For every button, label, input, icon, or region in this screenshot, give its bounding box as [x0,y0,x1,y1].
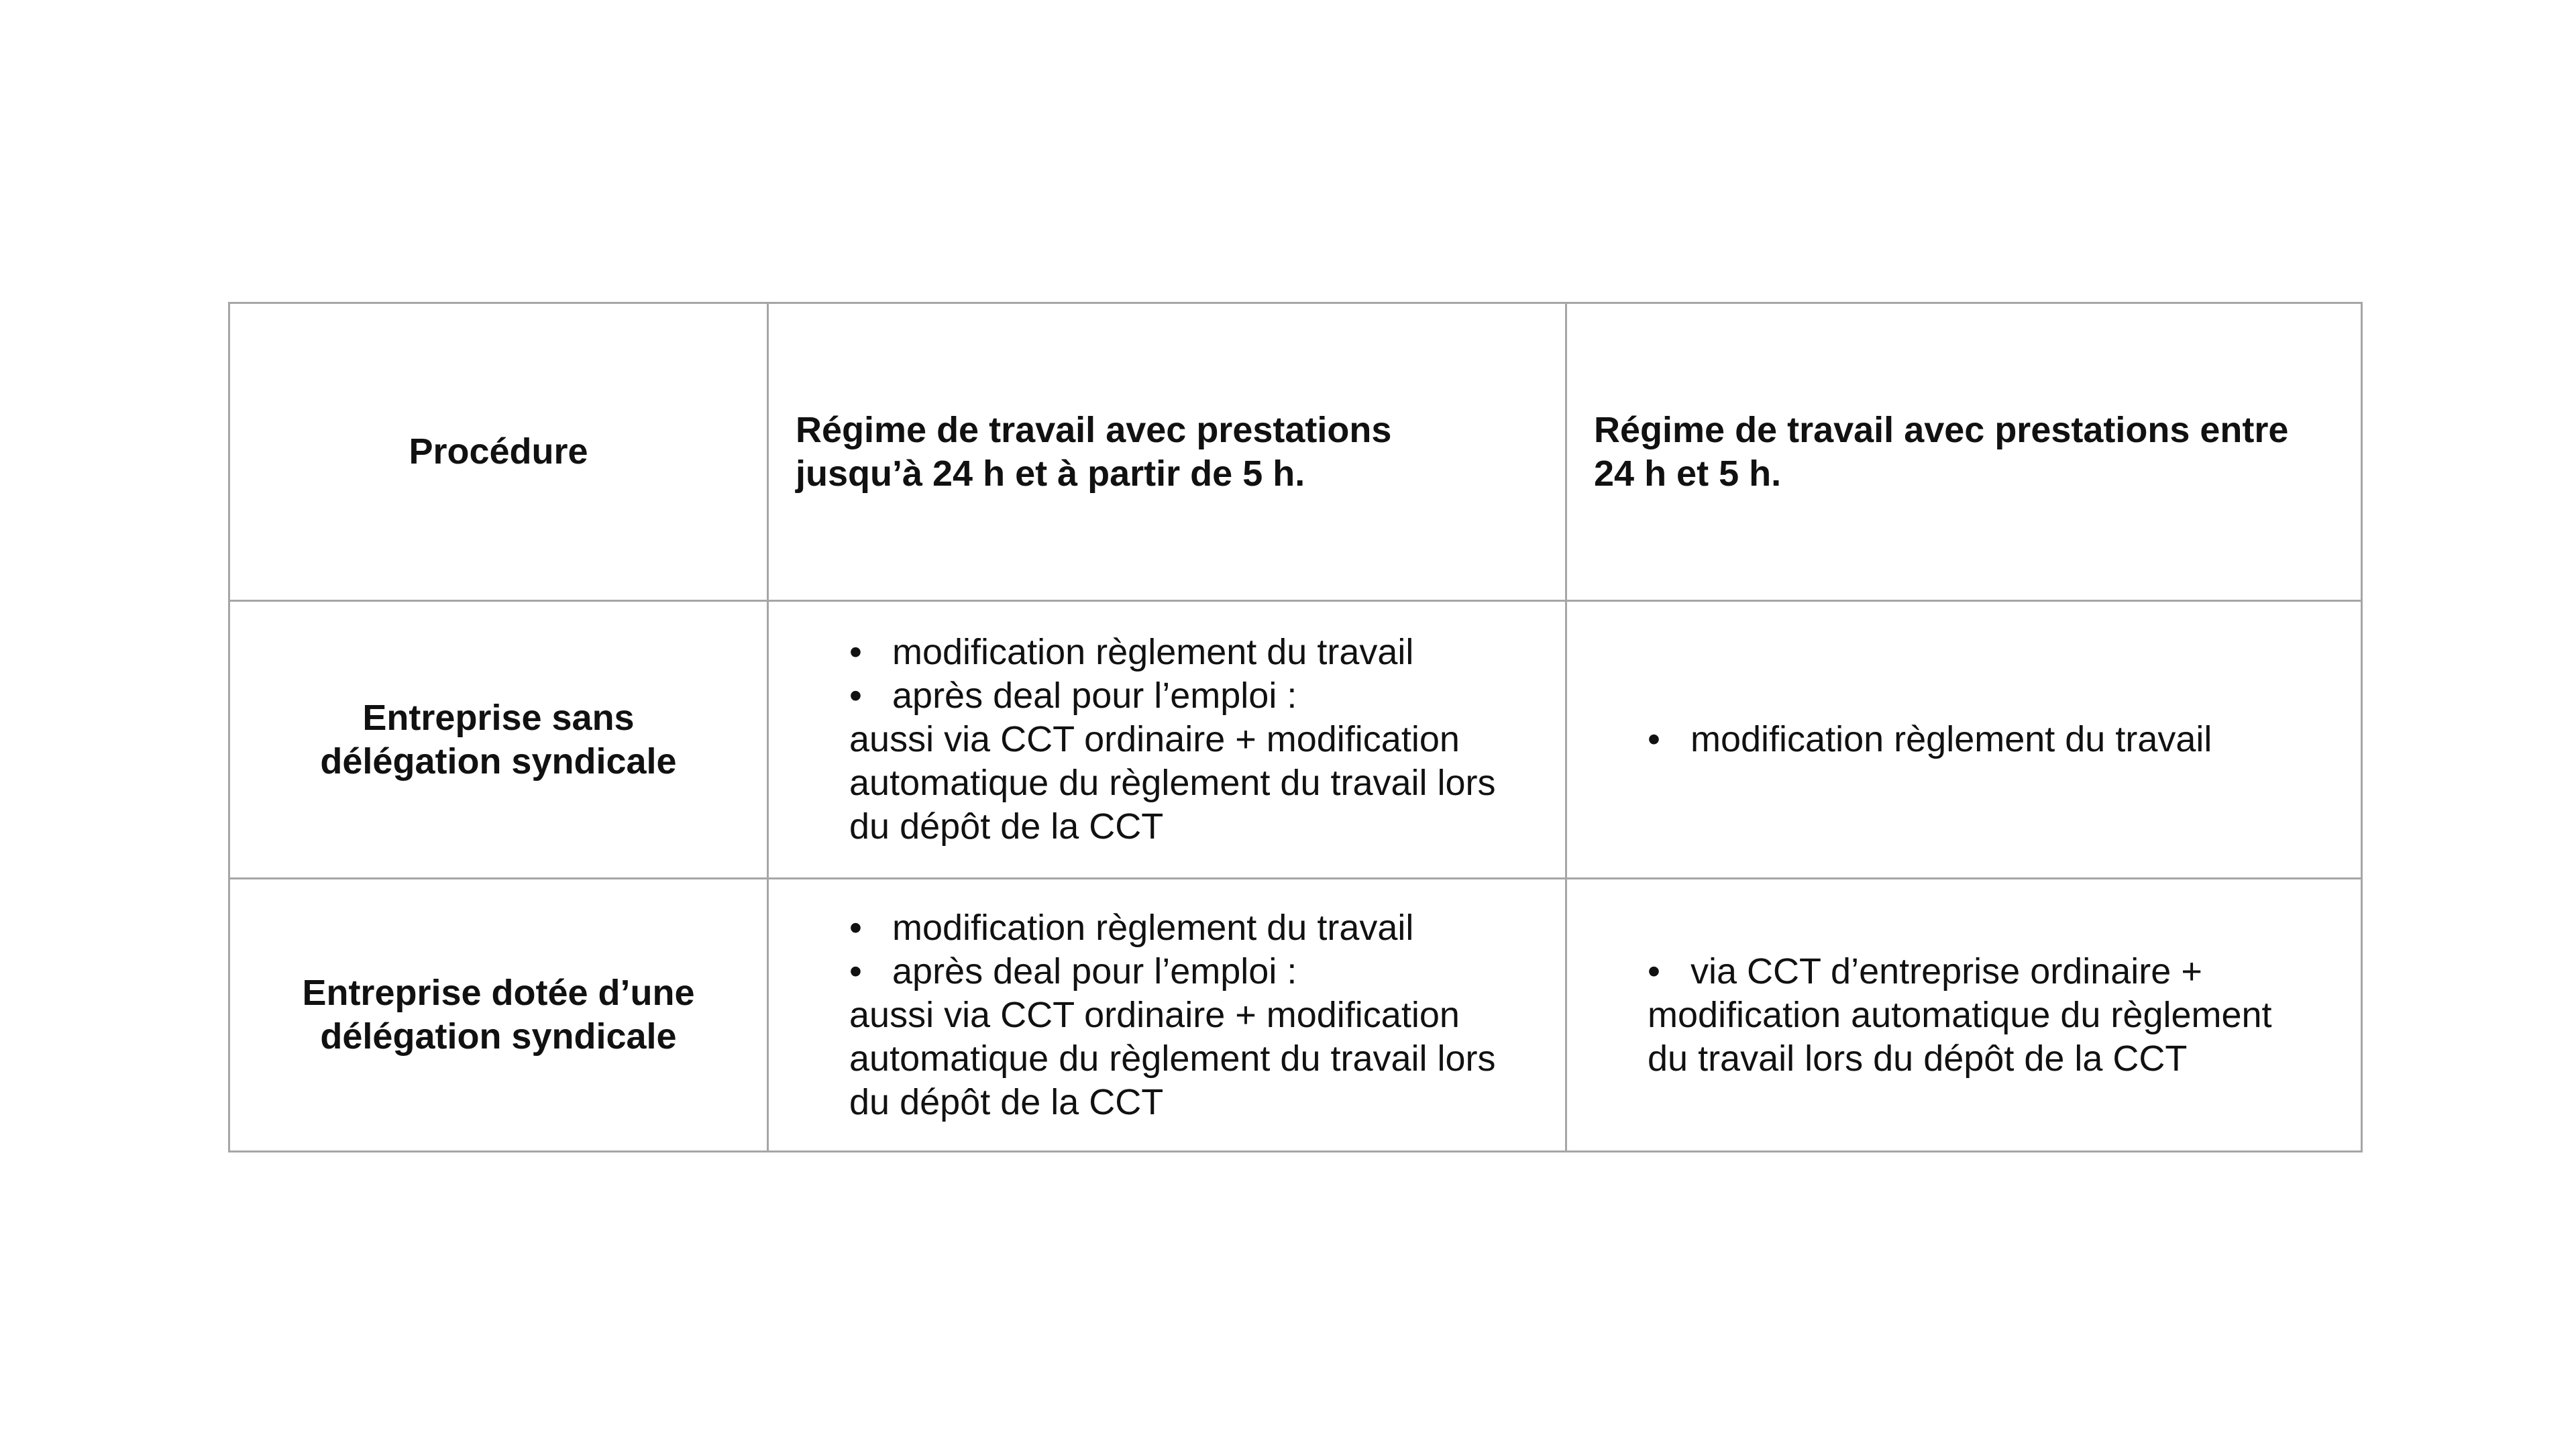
header-regime-day-text: Régime de travail avec prestations jusqu’à 24 h et à partir de 5 h. [796,409,1392,494]
header-cell-regime-night [1567,304,2361,602]
row1-regime-day-content [796,631,1540,849]
list-continuation-text: aussi via CCT ordinaire + modification automatique du règlement du travail lors du dépôt de la CCT [849,994,1496,1122]
row-label-cell-sans-delegation [230,602,769,879]
row-label-cell-avec-delegation [230,879,769,1150]
row2-regime-night-cell [1567,879,2361,1150]
list-item: • modification règlement du travail [1648,718,2212,761]
row-label-avec-delegation: Entreprise dotée d’une délégation syndicale [302,973,695,1057]
row1-regime-night-content [1594,718,2212,761]
bullet-icon: • [849,632,862,672]
bullet-icon: • [849,907,862,948]
list-item: • après deal pour l’emploi : [849,674,1520,718]
bullet-icon: • [849,951,862,991]
list-continuation-text: modification automatique du règlement du travail lors du dépôt de la CCT [1648,994,2272,1079]
row2-regime-night-content [1594,950,2339,1081]
row-label-sans-delegation: Entreprise sans délégation syndicale [320,697,677,782]
header-cell-regime-day [769,304,1567,602]
header-regime-night-text: Régime de travail avec prestations entre 24 h et 5 h. [1594,409,2289,494]
row1-regime-night-cell [1567,602,2361,879]
list-item: • modification règlement du travail [849,631,1520,674]
bullet-icon: • [1648,719,1660,759]
row2-regime-day-content [796,906,1540,1124]
bullet-icon: • [1648,951,1660,991]
list-continuation-text: aussi via CCT ordinaire + modification automatique du règlement du travail lors du dépôt de la CCT [849,719,1496,847]
bullet-icon: • [849,676,862,716]
procedure-table [228,302,2363,1152]
list-item: • modification règlement du travail [849,906,1520,950]
list-item: • via CCT d’entreprise ordinaire + [1648,950,2318,994]
header-procedure-text: Procédure [409,431,588,472]
row2-regime-day-cell [769,879,1567,1150]
row1-regime-day-cell [769,602,1567,879]
header-cell-procedure [230,304,769,602]
list-item: • après deal pour l’emploi : [849,950,1520,994]
